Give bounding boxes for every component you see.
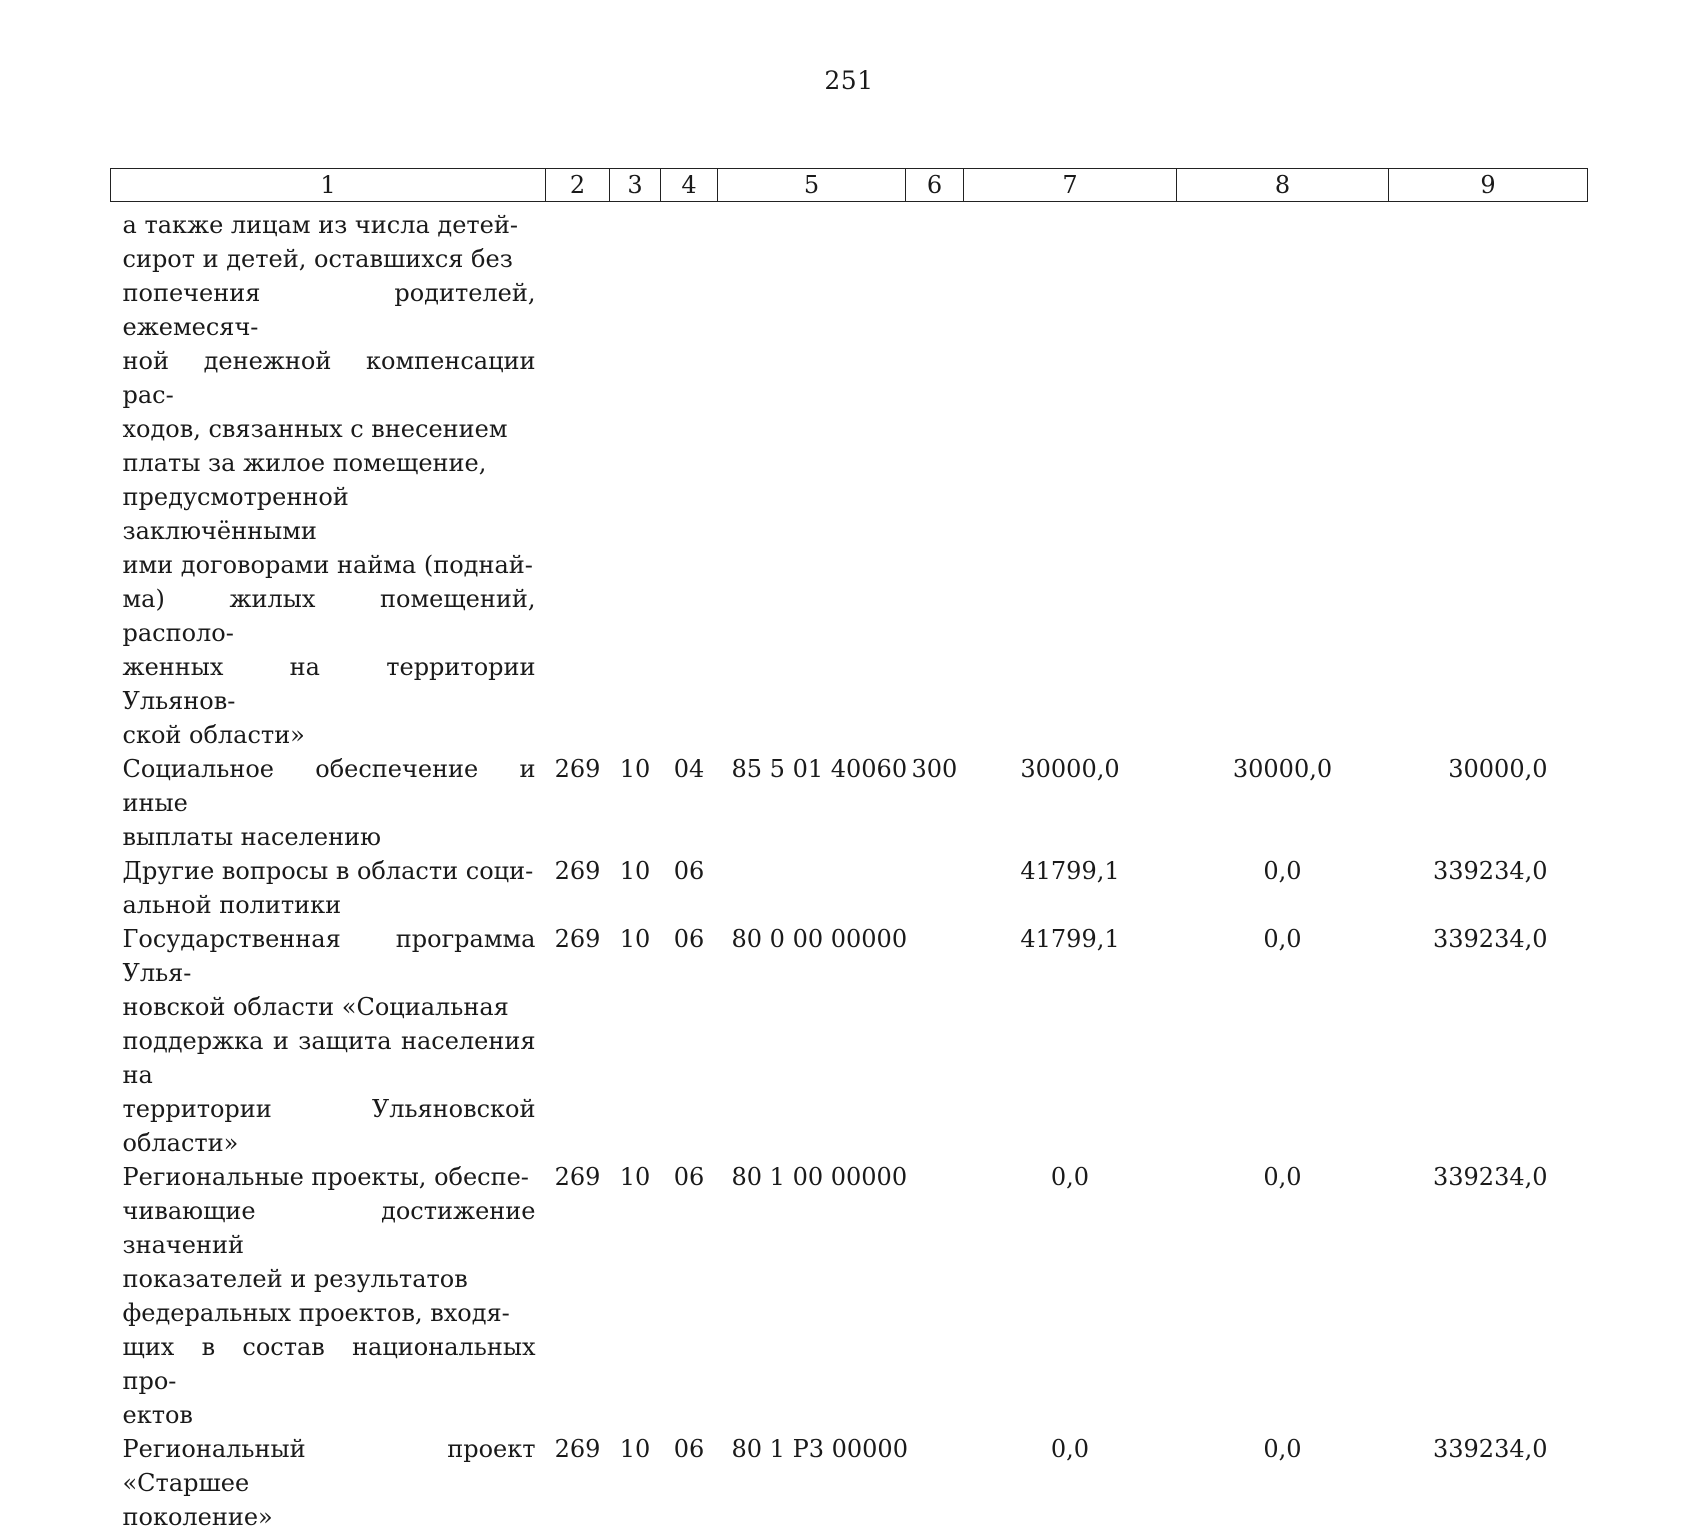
cell-col-9: 339234,0: [1389, 922, 1588, 1160]
cell-col-9: 339234,0: [1389, 1160, 1588, 1432]
cell-col-2: 269: [546, 854, 610, 922]
table-row: [111, 1160, 1588, 1432]
header-cell-6: 6: [906, 169, 964, 202]
cell-col-6: [906, 854, 964, 922]
cell-col-5: 80 1 00 00000: [718, 1160, 906, 1432]
cell-col-7: 0,0: [964, 1432, 1177, 1534]
cell-col-8: [1177, 202, 1389, 753]
cell-col-8: 0,0: [1177, 1160, 1389, 1432]
header-cell-8: 8: [1177, 169, 1389, 202]
cell-col-4: 06: [661, 854, 718, 922]
row-description: Государственная программа Улья- новской области «Социальная поддержка и защита населения на территории Ульяновской области»: [111, 922, 546, 1160]
cell-col-7: 41799,1: [964, 922, 1177, 1160]
cell-col-4: 06: [661, 1160, 718, 1432]
cell-col-3: 10: [610, 752, 661, 854]
cell-col-9: 339234,0: [1389, 1432, 1588, 1534]
cell-col-8: 0,0: [1177, 1432, 1389, 1534]
cell-col-4: 06: [661, 1432, 718, 1534]
cell-col-7: 30000,0: [964, 752, 1177, 854]
cell-col-2: 269: [546, 922, 610, 1160]
header-cell-2: 2: [546, 169, 610, 202]
cell-col-3: [610, 202, 661, 753]
cell-col-6: [906, 922, 964, 1160]
page-number: 251: [0, 66, 1698, 95]
budget-table: [110, 168, 1588, 1534]
header-cell-1: 1: [111, 169, 546, 202]
table-body: [111, 202, 1588, 1534]
cell-col-6: [906, 1160, 964, 1432]
row-description: Региональный проект «Старшее поколение»: [111, 1432, 546, 1534]
table-row: [111, 202, 1588, 753]
header-row: [111, 169, 1588, 202]
cell-col-3: 10: [610, 922, 661, 1160]
row-description: Социальное обеспечение и иные выплаты населению: [111, 752, 546, 854]
cell-col-7: [964, 202, 1177, 753]
table-row: [111, 1432, 1588, 1534]
table-row: [111, 922, 1588, 1160]
cell-col-7: 41799,1: [964, 854, 1177, 922]
cell-col-4: 06: [661, 922, 718, 1160]
header-cell-4: 4: [661, 169, 718, 202]
cell-col-6: [906, 1432, 964, 1534]
table-row: [111, 752, 1588, 854]
cell-col-2: 269: [546, 1432, 610, 1534]
cell-col-3: 10: [610, 854, 661, 922]
cell-col-5: 80 1 Р3 00000: [718, 1432, 906, 1534]
cell-col-5: 85 5 01 40060: [718, 752, 906, 854]
cell-col-4: 04: [661, 752, 718, 854]
budget-table-container: [110, 168, 1587, 1534]
cell-col-9: 339234,0: [1389, 854, 1588, 922]
cell-col-5: [718, 854, 906, 922]
table-row: [111, 854, 1588, 922]
cell-col-5: [718, 202, 906, 753]
header-cell-9: 9: [1389, 169, 1588, 202]
cell-col-2: 269: [546, 1160, 610, 1432]
cell-col-2: 269: [546, 752, 610, 854]
cell-col-8: 0,0: [1177, 922, 1389, 1160]
cell-col-7: 0,0: [964, 1160, 1177, 1432]
header-cell-5: 5: [718, 169, 906, 202]
cell-col-8: 30000,0: [1177, 752, 1389, 854]
cell-col-9: [1389, 202, 1588, 753]
table-header: [111, 169, 1588, 202]
cell-col-5: 80 0 00 00000: [718, 922, 906, 1160]
header-cell-7: 7: [964, 169, 1177, 202]
cell-col-4: [661, 202, 718, 753]
cell-col-9: 30000,0: [1389, 752, 1588, 854]
cell-col-2: [546, 202, 610, 753]
row-description: Региональные проекты, обеспе- чивающие достижение значений показателей и результатов федеральных проектов, входя- щих в состав национальных про- ектов: [111, 1160, 546, 1432]
row-description: а также лицам из числа детей- сирот и детей, оставшихся без попечения родителей, ежемесяч- ной денежной компенсации рас- ходов, связанных с внесением платы за жилое помещение, предусмотренной заключёнными ими договорами найма (поднай- ма) жилых помещений, располо- женных на территории Ульянов- ской области»: [111, 202, 546, 753]
cell-col-6: 300: [906, 752, 964, 854]
cell-col-3: 10: [610, 1160, 661, 1432]
cell-col-3: 10: [610, 1432, 661, 1534]
header-cell-3: 3: [610, 169, 661, 202]
cell-col-8: 0,0: [1177, 854, 1389, 922]
cell-col-6: [906, 202, 964, 753]
row-description: Другие вопросы в области соци- альной политики: [111, 854, 546, 922]
